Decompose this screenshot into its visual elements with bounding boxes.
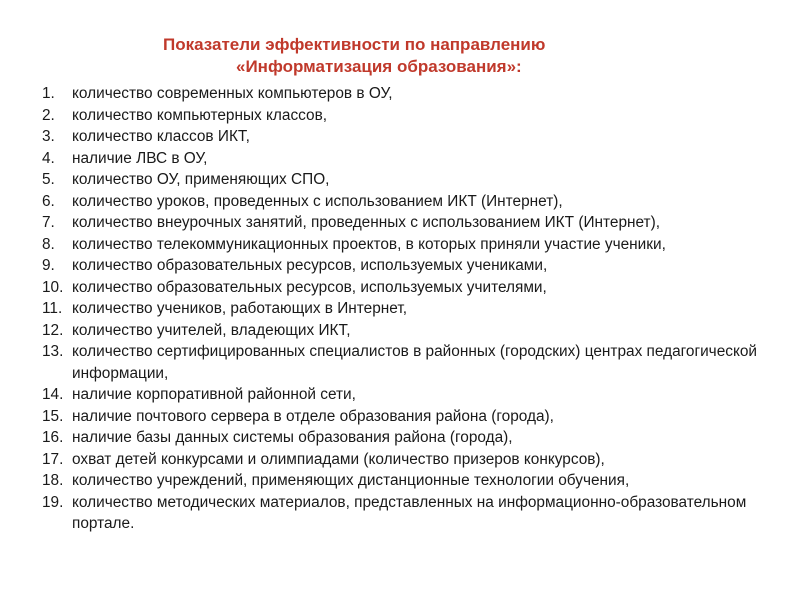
list-item — [0, 255, 800, 277]
list-item-number: 7. — [42, 214, 55, 231]
list-item — [0, 341, 800, 384]
list-item — [0, 406, 800, 428]
list-item-number: 12. — [42, 321, 64, 339]
list-item-text: наличие базы данных системы образования района (города), — [72, 429, 513, 446]
list-item-number: 1. — [42, 85, 55, 102]
list-item-text: количество уроков, проведенных с использованием ИКТ (Интернет), — [72, 192, 563, 210]
list-item-text: количество сертифицированных специалистов в районных (городских) центрах педагогической информации, — [72, 343, 758, 382]
list-item — [0, 470, 800, 492]
list-item-text: наличие ЛВС в ОУ, — [72, 149, 208, 167]
list-item — [0, 492, 800, 535]
list-item-number: 5. — [42, 171, 55, 188]
list-item-text: количество телекоммуникационных проектов, в которых приняли участие ученики, — [72, 235, 666, 253]
list-item-number: 4. — [42, 149, 55, 167]
list-item-number: 11. — [42, 300, 63, 317]
list-item-number: 8. — [42, 235, 55, 253]
indicator-list — [0, 83, 800, 535]
list-item-number: 14. — [42, 386, 64, 403]
list-item — [0, 169, 800, 191]
title-line-2: «Информатизация образования»: — [236, 57, 522, 76]
list-item-number: 13. — [42, 343, 64, 360]
list-item — [0, 277, 800, 299]
list-item-number: 10. — [42, 278, 64, 296]
list-item-number: 17. — [42, 450, 64, 468]
list-item-number: 19. — [42, 493, 64, 511]
list-item-text: количество классов ИКТ, — [72, 128, 250, 145]
list-item-text: количество ОУ, применяющих СПО, — [72, 171, 330, 188]
list-item — [0, 234, 800, 256]
title-line-1: Показатели эффективности по направлению — [163, 35, 546, 54]
list-item-text: количество компьютерных классов, — [72, 106, 328, 124]
list-item — [0, 427, 800, 449]
list-item-number: 9. — [42, 257, 55, 274]
list-item-text: количество образовательных ресурсов, используемых учениками, — [72, 257, 548, 274]
list-item-text: количество учеников, работающих в Интернет, — [72, 300, 407, 317]
list-item-number: 15. — [42, 407, 64, 425]
list-item-text: количество учреждений, применяющих дистанционные технологии обучения, — [72, 472, 630, 489]
list-item — [0, 298, 800, 320]
list-item-number: 16. — [42, 429, 64, 446]
list-item-number: 3. — [42, 128, 55, 145]
list-item-text: количество методических материалов, представленных на информационно-образовательном портале. — [72, 493, 747, 532]
list-item-text: наличие корпоративной районной сети, — [72, 386, 356, 403]
list-item — [0, 320, 800, 342]
list-item — [0, 384, 800, 406]
list-item-text: количество учителей, владеющих ИКТ, — [72, 321, 351, 339]
list-item — [0, 191, 800, 213]
list-item-text: количество внеурочных занятий, проведенных с использованием ИКТ (Интернет), — [72, 214, 660, 231]
list-item-number: 6. — [42, 192, 55, 210]
list-item — [0, 105, 800, 127]
list-item — [0, 449, 800, 471]
list-item — [0, 126, 800, 148]
list-item-number: 18. — [42, 472, 64, 489]
list-item-number: 2. — [42, 106, 55, 124]
list-item — [0, 212, 800, 234]
list-item-text: охват детей конкурсами и олимпиадами (количество призеров конкурсов), — [72, 450, 605, 468]
list-item — [0, 83, 800, 105]
list-item-text: количество образовательных ресурсов, используемых учителями, — [72, 278, 547, 296]
list-item-text: наличие почтового сервера в отделе образования района (города), — [72, 407, 554, 425]
list-item-text: количество современных компьютеров в ОУ, — [72, 85, 393, 102]
list-item — [0, 148, 800, 170]
